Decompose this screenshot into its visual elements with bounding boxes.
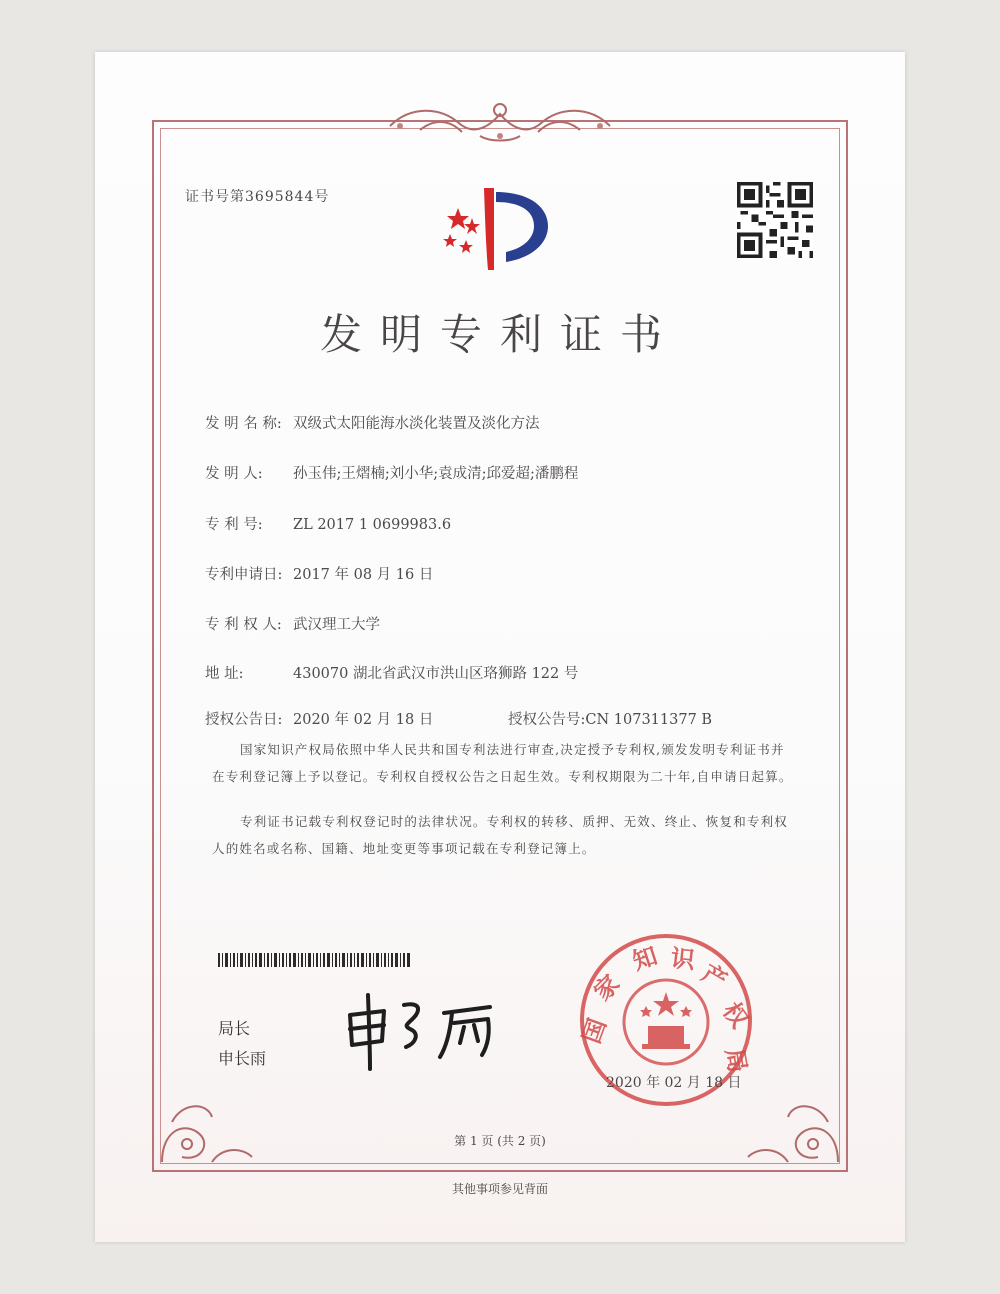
field-value: CN 107311377 B	[585, 712, 713, 728]
field-label: 专 利 号:	[205, 517, 263, 533]
svg-text:产: 产	[697, 958, 732, 996]
field-label: 授权公告号:	[508, 712, 586, 728]
body-paragraph-2: 专利证书记载专利权登记时的法律状况。专利权的转移、质押、无效、终止、恢复和专利权人的姓名或名称、国籍、地址变更等事项记载在专利登记簿上。	[212, 814, 789, 856]
field-label: 发 明 人:	[205, 466, 263, 482]
footer-note: 其他事项参见背面	[451, 1182, 548, 1196]
field-value: 双级式太阳能海水淡化装置及淡化方法	[293, 416, 540, 432]
field-grant-no	[508, 708, 712, 729]
svg-text:知: 知	[629, 941, 661, 976]
field-value: 2020 年 02 月 18 日	[293, 712, 434, 728]
field-invention-name	[205, 412, 540, 433]
corner-ornament-bottom-left-icon	[152, 1062, 262, 1172]
director-title: 局长	[218, 1019, 251, 1038]
seal-date: 2020 年 02 月 18 日	[606, 1075, 742, 1091]
page-number: 第 1 页 (共 2 页)	[454, 1134, 546, 1148]
certificate-title: 发明专利证书	[319, 310, 680, 359]
barcode-icon	[218, 953, 410, 967]
handwritten-signature-icon	[340, 985, 520, 1075]
field-label: 专利申请日:	[205, 567, 283, 583]
certificate-number: 证书号第3695844号	[185, 189, 330, 205]
field-inventors	[205, 462, 578, 483]
field-label: 专 利 权 人:	[205, 617, 282, 633]
field-grant-date	[205, 708, 433, 729]
field-value: 武汉理工大学	[293, 617, 380, 633]
qr-code-icon	[737, 182, 813, 258]
field-label: 授权公告日:	[205, 712, 283, 728]
field-patent-no	[205, 513, 451, 534]
field-value: ZL 2017 1 0699983.6	[293, 517, 452, 533]
field-label: 发 明 名 称:	[205, 416, 282, 432]
top-ornament-icon	[380, 96, 620, 144]
field-filing-date	[205, 563, 433, 584]
svg-text:国: 国	[577, 1014, 612, 1048]
svg-text:识: 识	[669, 944, 697, 975]
field-address	[205, 662, 578, 683]
field-value: 2017 年 08 月 16 日	[293, 567, 434, 583]
svg-text:权: 权	[717, 997, 754, 1034]
cnipa-logo-icon	[436, 178, 566, 278]
field-patentee	[205, 613, 380, 634]
field-value: 430070 湖北省武汉市洪山区珞狮路 122 号	[293, 666, 579, 682]
body-paragraph-1: 国家知识产权局依照中华人民共和国专利法进行审查,决定授予专利权,颁发发明专利证书并在专利登记簿上予以登记。专利权自授权公告之日起生效。专利权期限为二十年,自申请日起算。	[212, 742, 793, 784]
svg-text:家: 家	[588, 969, 626, 1007]
field-label: 地 址:	[205, 666, 244, 682]
svg-text:局: 局	[720, 1046, 752, 1075]
field-value: 孙玉伟;王熠楠;刘小华;袁成清;邱爱超;潘鹏程	[293, 466, 579, 482]
director-name: 申长雨	[218, 1049, 267, 1068]
